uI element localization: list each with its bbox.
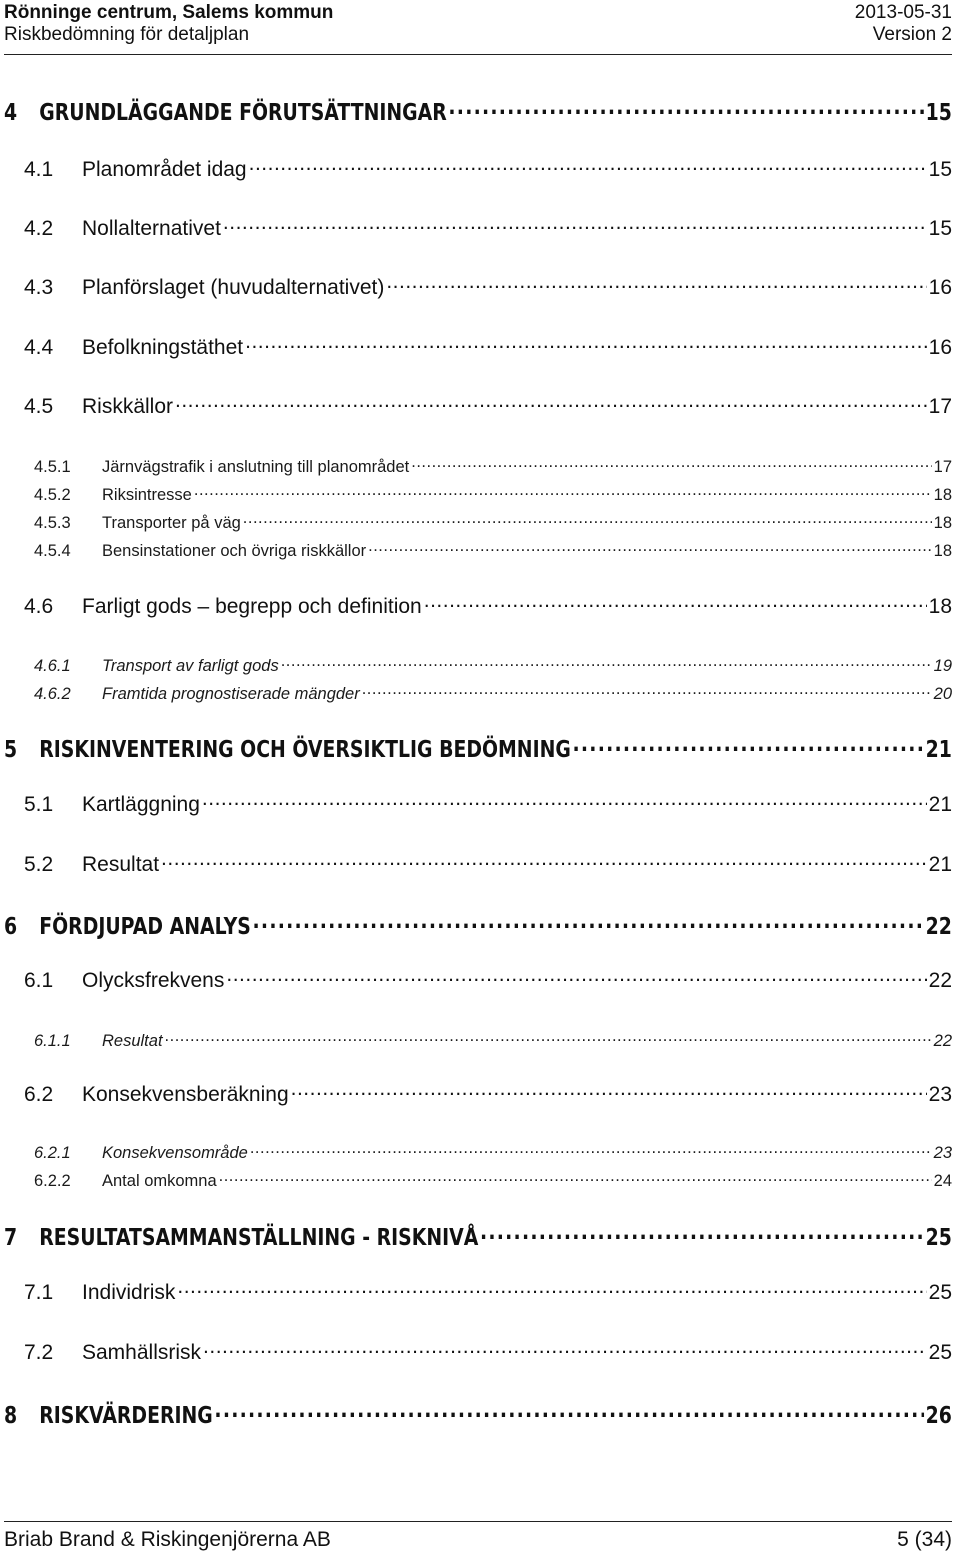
- toc-dot-leader: [245, 333, 927, 354]
- toc-entry-title: RISKVÄRDERING: [39, 1403, 213, 1429]
- toc-entry-title: Kartläggning: [82, 793, 200, 816]
- toc-dot-leader: [368, 539, 932, 556]
- toc-entry-title: Planförslaget (huvudalternativet): [82, 276, 385, 299]
- toc-dot-leader: [480, 1222, 924, 1245]
- toc-entry[interactable]: [24, 214, 952, 244]
- toc-entry-title: Bensinstationer och övriga riskkällor: [102, 541, 367, 560]
- toc-dot-leader: [203, 1338, 927, 1359]
- toc-entry[interactable]: [24, 790, 952, 820]
- toc-entry[interactable]: [34, 511, 952, 535]
- toc-entry-title: Konsekvensområde: [102, 1143, 248, 1162]
- toc-entry-title: Framtida prognostiserade mängder: [102, 684, 360, 703]
- toc-entry-number: 6.2: [24, 1083, 54, 1106]
- toc-chapter-entry[interactable]: [4, 97, 952, 133]
- toc-entry-title: RESULTATSAMMANSTÄLLNING - RISKNIVÅ: [39, 1225, 479, 1251]
- toc-dot-leader: [291, 1080, 927, 1101]
- toc-entry[interactable]: [24, 1080, 952, 1110]
- toc-entry-title: Farligt gods – begrepp och definition: [82, 595, 422, 618]
- toc-entry-page: 24: [933, 1171, 952, 1190]
- toc-entry-page: 21: [928, 853, 952, 876]
- toc-entry-title: Nollalternativet: [82, 217, 221, 240]
- toc-entry-page: 18: [933, 513, 952, 532]
- toc-dot-leader: [202, 790, 927, 811]
- toc-entry-page: 25: [928, 1281, 952, 1304]
- toc-entry[interactable]: [34, 682, 952, 706]
- toc-dot-leader: [165, 1029, 932, 1046]
- toc-entry-number: 6.1.1: [34, 1031, 71, 1050]
- toc-entry-title: Samhällsrisk: [82, 1341, 202, 1364]
- toc-entry-page: 18: [933, 541, 952, 560]
- toc-entry[interactable]: [34, 1141, 952, 1165]
- toc-entry[interactable]: [24, 155, 952, 185]
- toc-chapter-entry[interactable]: [4, 1222, 952, 1258]
- toc-entry-title: Resultat: [102, 1031, 163, 1050]
- toc-entry-page: 17: [933, 457, 952, 476]
- toc-entry-title: Transport av farligt gods: [102, 656, 279, 675]
- toc-entry-number: 6: [4, 914, 18, 940]
- toc-entry-number: 4.5: [24, 395, 54, 418]
- toc-entry[interactable]: [34, 483, 952, 507]
- toc-entry-number: 4.6.2: [34, 684, 71, 703]
- toc-entry-number: 6.1: [24, 969, 54, 992]
- toc-entry-title: Individrisk: [82, 1281, 176, 1304]
- toc-dot-leader: [424, 592, 927, 613]
- toc-entry[interactable]: [34, 1169, 952, 1193]
- page-footer: [4, 1521, 952, 1552]
- toc-dot-leader: [223, 214, 927, 235]
- toc-dot-leader: [219, 1169, 932, 1186]
- document-date: 2013-05-31: [854, 2, 952, 23]
- toc-entry-number: 7: [4, 1225, 18, 1251]
- toc-entry-page: 21: [925, 737, 952, 763]
- toc-entry-number: 4.2: [24, 217, 54, 240]
- toc-dot-leader: [177, 1278, 926, 1299]
- toc-entry-number: 4.6.1: [34, 656, 71, 675]
- toc-entry-page: 17: [928, 395, 952, 418]
- toc-entry[interactable]: [24, 392, 952, 422]
- toc-entry[interactable]: [24, 1338, 952, 1368]
- toc-entry-number: 4.5.3: [34, 513, 71, 532]
- toc-entry-number: 4.3: [24, 276, 54, 299]
- toc-entry-number: 4.5.2: [34, 485, 71, 504]
- toc-entry-page: 15: [928, 158, 952, 181]
- toc-entry[interactable]: [24, 592, 952, 622]
- toc-dot-leader: [411, 455, 931, 472]
- toc-entry-title: Olycksfrekvens: [82, 969, 225, 992]
- toc-dot-leader: [250, 1141, 932, 1158]
- toc-entry-number: 4.5.4: [34, 541, 71, 560]
- toc-entry-title: Transporter på väg: [102, 513, 241, 532]
- toc-entry-page: 26: [925, 1403, 952, 1429]
- toc-entry-title: Järnvägstrafik i anslutning till planområdet: [102, 457, 410, 476]
- toc-entry-number: 6.2.1: [34, 1143, 71, 1162]
- toc-dot-leader: [573, 734, 925, 757]
- toc-entry-number: 7.1: [24, 1281, 54, 1304]
- toc-chapter-entry[interactable]: [4, 1400, 952, 1436]
- page-header: [4, 0, 952, 55]
- toc-dot-leader: [386, 273, 926, 294]
- toc-entry[interactable]: [34, 455, 952, 479]
- toc-entry-title: Riksintresse: [102, 485, 192, 504]
- footer-company: Briab Brand & Riskingenjörerna AB: [4, 1528, 331, 1551]
- toc-entry-page: 22: [933, 1031, 952, 1050]
- toc-entry-page: 22: [925, 914, 952, 940]
- toc-dot-leader: [281, 654, 932, 671]
- toc-entry[interactable]: [24, 966, 952, 996]
- toc-entry-page: 15: [928, 217, 952, 240]
- toc-entry-page: 16: [928, 336, 952, 359]
- toc-dot-leader: [362, 682, 932, 699]
- toc-entry[interactable]: [24, 850, 952, 880]
- toc-entry-title: Resultat: [82, 853, 160, 876]
- toc-entry-page: 18: [933, 485, 952, 504]
- toc-entry[interactable]: [24, 273, 952, 303]
- document-subtitle: Riskbedömning för detaljplan: [4, 24, 250, 45]
- footer-page-number: 5 (34): [897, 1528, 952, 1551]
- toc-dot-leader: [161, 850, 927, 871]
- toc-entry-title: Befolkningstäthet: [82, 336, 244, 359]
- toc-entry-page: 25: [928, 1341, 952, 1364]
- toc-entry-title: RISKINVENTERING OCH ÖVERSIKTLIG BEDÖMNING: [39, 737, 571, 763]
- toc-entry-number: 5: [4, 737, 18, 763]
- toc-dot-leader: [194, 483, 932, 500]
- toc-entry-number: 4: [4, 100, 18, 126]
- toc-entry-title: Konsekvensberäkning: [82, 1083, 289, 1106]
- toc-entry-number: 8: [4, 1403, 18, 1429]
- toc-entry-page: 20: [933, 684, 952, 703]
- toc-entry-number: 5.2: [24, 853, 54, 876]
- toc-entry-number: 6.2.2: [34, 1171, 71, 1190]
- toc-entry-page: 23: [928, 1083, 952, 1106]
- toc-entry[interactable]: [24, 1278, 952, 1308]
- toc-entry-page: 19: [933, 656, 952, 675]
- toc-entry-title: Planområdet idag: [82, 158, 247, 181]
- toc-entry-number: 7.2: [24, 1341, 54, 1364]
- document-project-title: Rönninge centrum, Salems kommun: [4, 2, 334, 23]
- toc-dot-leader: [226, 966, 926, 987]
- toc-entry-page: 18: [928, 595, 952, 618]
- document-version: Version 2: [872, 24, 952, 45]
- toc-entry-number: 4.1: [24, 158, 54, 181]
- toc-chapter-entry[interactable]: [4, 734, 952, 770]
- toc-entry-number: 5.1: [24, 793, 54, 816]
- toc-dot-leader: [448, 97, 924, 120]
- toc-entry-page: 21: [928, 793, 952, 816]
- toc-entry-title: Antal omkomna: [102, 1171, 217, 1190]
- toc-entry-page: 25: [925, 1225, 952, 1251]
- toc-entry-page: 16: [928, 276, 952, 299]
- toc-entry-number: 4.6: [24, 595, 54, 618]
- toc-entry-title: GRUNDLÄGGANDE FÖRUTSÄTTNINGAR: [39, 100, 447, 126]
- toc-dot-leader: [175, 392, 927, 413]
- toc-entry[interactable]: [34, 1029, 952, 1053]
- toc-entry-title: FÖRDJUPAD ANALYS: [39, 914, 251, 940]
- toc-entry-page: 22: [928, 969, 952, 992]
- toc-entry-page: 15: [925, 100, 952, 126]
- toc-dot-leader: [249, 155, 927, 176]
- toc-entry-number: 4.5.1: [34, 457, 71, 476]
- toc-dot-leader: [243, 511, 932, 528]
- toc-chapter-entry[interactable]: [4, 911, 952, 947]
- toc-entry-page: 23: [933, 1143, 952, 1162]
- toc-entry[interactable]: [34, 539, 952, 563]
- toc-entry[interactable]: [34, 654, 952, 678]
- toc-entry[interactable]: [24, 333, 952, 363]
- toc-entry-title: Riskkällor: [82, 395, 174, 418]
- toc-entry-number: 4.4: [24, 336, 54, 359]
- toc-dot-leader: [214, 1400, 924, 1423]
- toc-dot-leader: [253, 911, 924, 934]
